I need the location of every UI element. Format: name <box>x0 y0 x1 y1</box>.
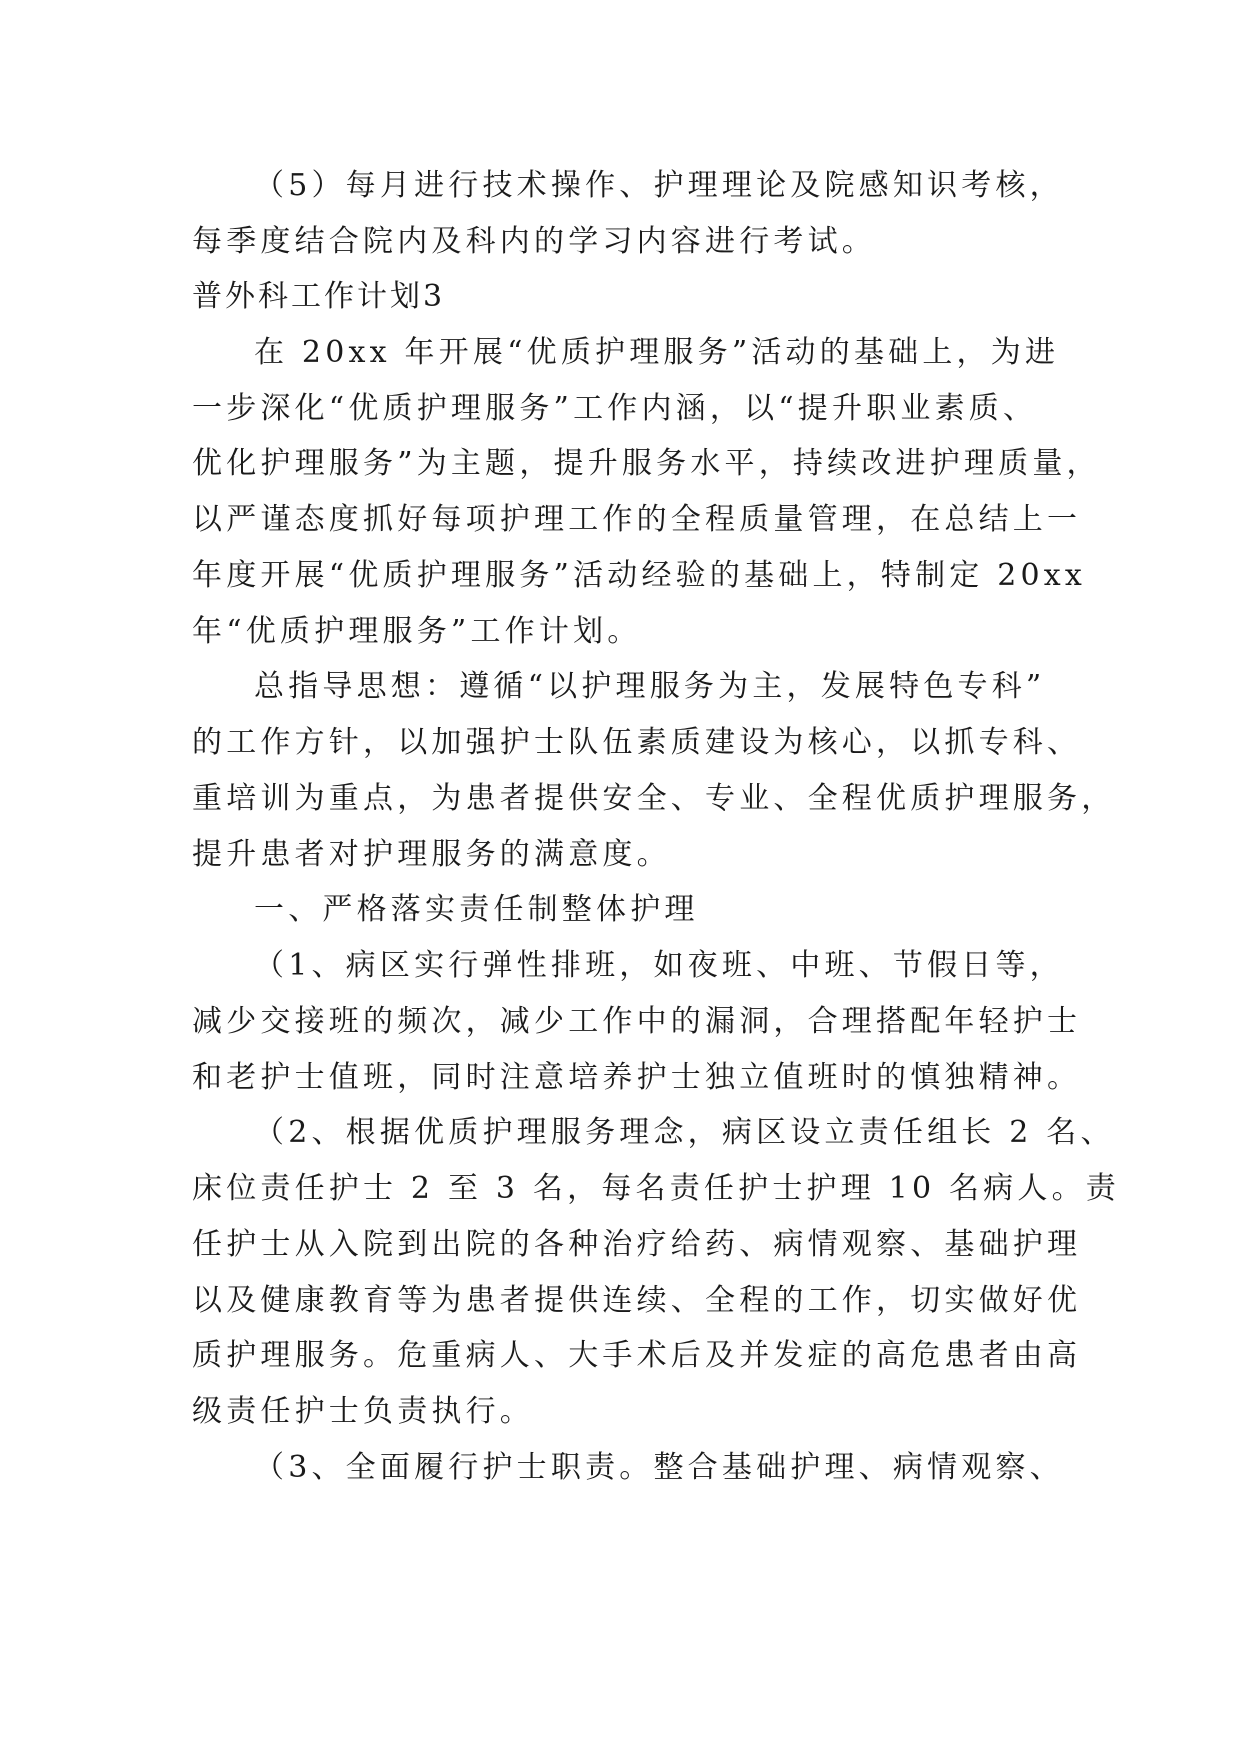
text-line: 和老护士值班，同时注意培养护士独立值班时的慎独精神。 <box>192 1060 1082 1095</box>
text-line: 每季度结合院内及科内的学习内容进行考试。 <box>192 224 876 259</box>
text-line: 减少交接班的频次，减少工作中的漏洞，合理搭配年轻护士 <box>192 1004 1082 1039</box>
text-line: 以严谨态度抓好每项护理工作的全程质量管理，在总结上一 <box>192 502 1082 537</box>
text-line: （2、根据优质护理服务理念，病区设立责任组长 2 名、 <box>254 1115 1115 1150</box>
text-line: 质护理服务。危重病人、大手术后及并发症的高危患者由高 <box>192 1338 1082 1373</box>
text-line: 任护士从入院到出院的各种治疗给药、病情观察、基础护理 <box>192 1227 1082 1262</box>
text-line: 优化护理服务”为主题，提升服务水平，持续改进护理质量， <box>192 446 1101 481</box>
text-line: 级责任护士负责执行。 <box>192 1394 534 1429</box>
text-line: 总指导思想：遵循“以护理服务为主，发展特色专科” <box>254 669 1046 704</box>
text-line: 提升患者对护理服务的满意度。 <box>192 837 671 872</box>
text-line: 床位责任护士 2 至 3 名，每名责任护士护理 10 名病人。责 <box>192 1171 1120 1206</box>
text-line: （1、病区实行弹性排班，如夜班、中班、节假日等， <box>254 948 1064 983</box>
text-line: 重培训为重点，为患者提供安全、专业、全程优质护理服务， <box>192 781 1116 816</box>
text-line: 在 20xx 年开展“优质护理服务”活动的基础上，为进 <box>254 335 1060 370</box>
text-line: 以及健康教育等为患者提供连续、全程的工作，切实做好优 <box>192 1283 1082 1318</box>
text-line: （5）每月进行技术操作、护理理论及院感知识考核， <box>254 168 1064 203</box>
text-line: 的工作方针，以加强护士队伍素质建设为核心，以抓专科、 <box>192 725 1082 760</box>
section-heading: 一、严格落实责任制整体护理 <box>254 892 699 927</box>
text-line: （3、全面履行护士职责。整合基础护理、病情观察、 <box>254 1450 1064 1485</box>
text-line: 一步深化“优质护理服务”工作内涵，以“提升职业素质、 <box>192 391 1038 426</box>
section-heading: 普外科工作计划3 <box>192 279 446 314</box>
text-line: 年度开展“优质护理服务”活动经验的基础上，特制定 20xx <box>192 558 1087 593</box>
text-line: 年“优质护理服务”工作计划。 <box>192 614 642 649</box>
